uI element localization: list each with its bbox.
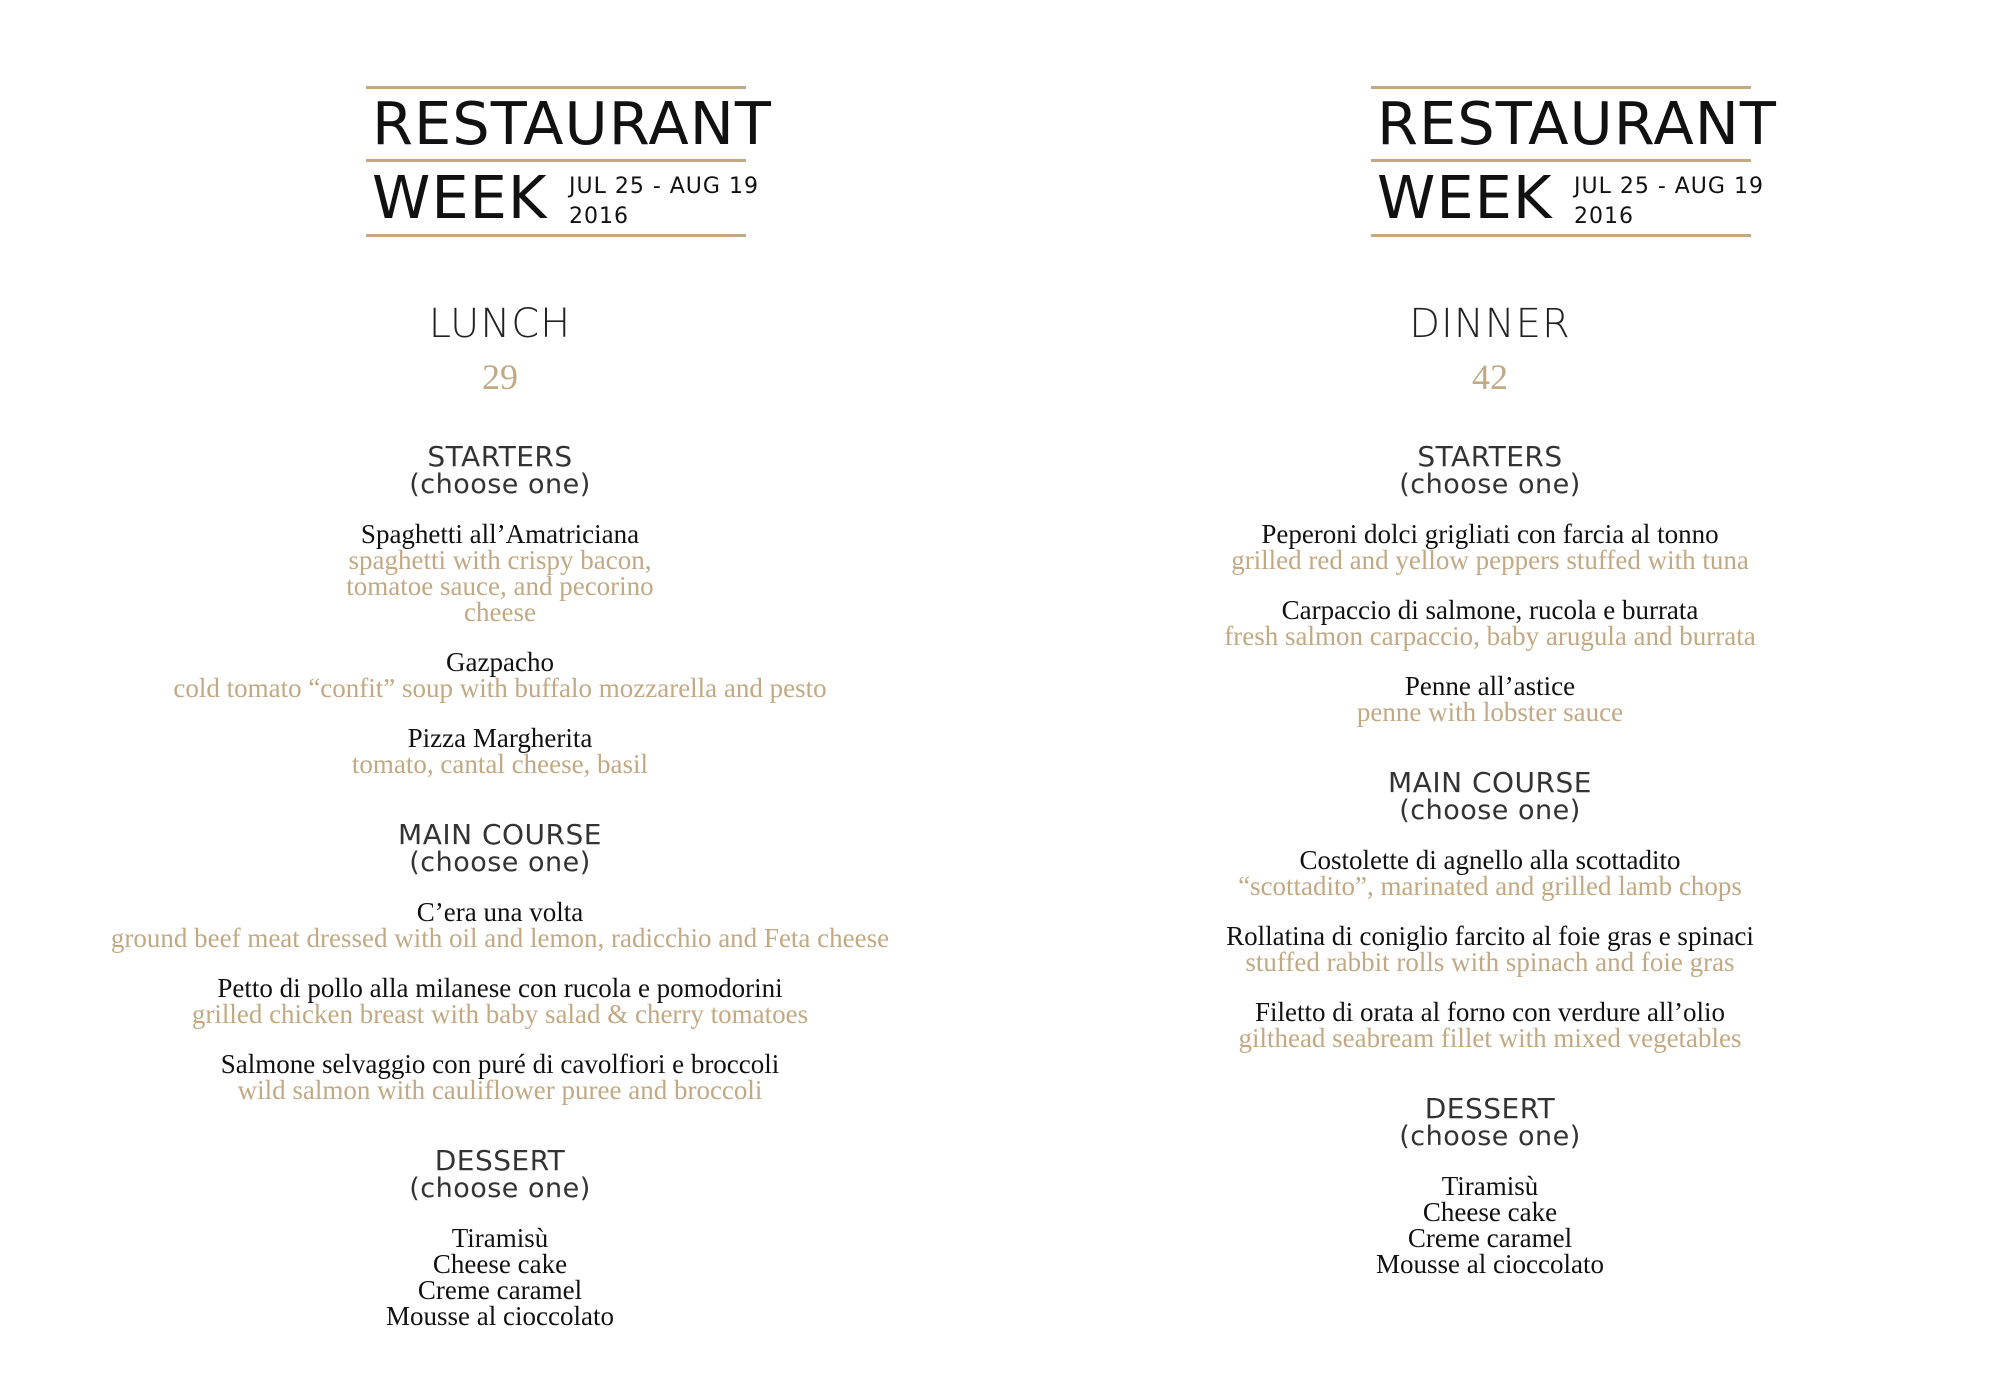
logo-week-text: WEEK <box>372 163 548 232</box>
dish-description: cold tomato “confit” soup with buffalo mozzarella and pesto <box>173 673 827 703</box>
dish-description: stuffed rabbit rolls with spinach and foie gras <box>1245 947 1735 977</box>
dessert-item: Creme caramel <box>1407 1223 1573 1253</box>
dish-name: Gazpacho <box>446 647 554 677</box>
dessert-item: Tiramisù <box>451 1223 549 1253</box>
dish-item <box>990 521 1990 573</box>
dish-name: Pizza Margherita <box>407 723 593 753</box>
section-note: (choose one) <box>409 469 591 500</box>
dish-name: Carpaccio di salmone, rucola e burrata <box>1281 595 1699 625</box>
logo-year: 2016 <box>1574 204 1634 229</box>
dish-description: ground beef meat dressed with oil and lemon, radicchio and Feta cheese <box>110 923 890 953</box>
restaurant-week-logo <box>1371 86 1777 237</box>
dessert-item: Cheese cake <box>1422 1197 1558 1227</box>
logo-year: 2016 <box>569 204 629 229</box>
lunch-starters-section <box>0 440 1000 779</box>
lunch-menu <box>0 300 1000 1329</box>
dish-name: C’era una volta <box>416 897 584 927</box>
dish-name: Spaghetti all’Amatriciana <box>360 519 640 549</box>
section-note: (choose one) <box>1399 469 1581 500</box>
dish-name: Filetto di orata al forno con verdure all’olio <box>1254 997 1726 1027</box>
lunch-main-section <box>0 818 1000 1105</box>
dish-name: Petto di pollo alla milanese con rucola e pomodorini <box>217 973 783 1003</box>
dish-description: penne with lobster sauce <box>1356 697 1624 727</box>
dish-name: Peperoni dolci grigliati con farcia al tonno <box>1261 519 1719 549</box>
dish-item <box>0 975 1000 1027</box>
dish-name: Costolette di agnello alla scottadito <box>1299 845 1681 875</box>
lunch-dessert-section <box>0 1144 1000 1331</box>
dish-description: spaghetti with crispy bacon, tomatoe sauce, and pecorino cheese <box>346 545 654 627</box>
dish-item <box>0 521 1000 625</box>
section-note: (choose one) <box>1399 795 1581 826</box>
logo-restaurant-text: RESTAURANT <box>372 89 772 158</box>
logo-date-range: JUL 25 - AUG 19 <box>1574 174 1764 199</box>
dish-item <box>990 999 1990 1051</box>
meal-price-dinner: 42 <box>1472 357 1508 397</box>
dish-name: Penne all’astice <box>1404 671 1576 701</box>
meal-price-lunch: 29 <box>482 357 518 397</box>
dish-item <box>0 1051 1000 1103</box>
section-title: MAIN COURSE <box>1388 766 1592 799</box>
dessert-item: Tiramisù <box>1441 1171 1539 1201</box>
dish-description: gilthead seabream fillet with mixed vegetables <box>1238 1023 1742 1053</box>
section-note: (choose one) <box>409 847 591 878</box>
section-title: DESSERT <box>1424 1092 1556 1125</box>
dish-item <box>990 923 1990 975</box>
logo-date-range: JUL 25 - AUG 19 <box>569 174 759 199</box>
section-title: MAIN COURSE <box>398 818 602 851</box>
dish-item <box>990 597 1990 649</box>
dish-name: Salmone selvaggio con puré di cavolfiori e broccoli <box>220 1049 780 1079</box>
dish-description: wild salmon with cauliflower puree and broccoli <box>237 1075 763 1105</box>
dinner-starters-section <box>990 440 1990 727</box>
dessert-item: Cheese cake <box>432 1249 568 1279</box>
dinner-dessert-section <box>990 1092 1990 1279</box>
dessert-item: Creme caramel <box>417 1275 583 1305</box>
logo-week-text: WEEK <box>1377 163 1553 232</box>
logo-restaurant-text: RESTAURANT <box>1377 89 1777 158</box>
dessert-item: Mousse al cioccolato <box>1376 1249 1604 1279</box>
section-title: DESSERT <box>434 1144 566 1177</box>
dish-description: grilled red and yellow peppers stuffed with tuna <box>1231 545 1749 575</box>
meal-title-lunch: LUNCH <box>428 301 572 347</box>
dinner-menu <box>990 300 1990 1277</box>
dish-description: “scottadito”, marinated and grilled lamb chops <box>1238 871 1742 901</box>
logo-dates <box>569 172 759 232</box>
logo-dates <box>1574 172 1764 232</box>
section-note: (choose one) <box>1399 1121 1581 1152</box>
dish-description: grilled chicken breast with baby salad & cherry tomatoes <box>191 999 809 1029</box>
dish-name: Rollatina di coniglio farcito al foie gras e spinaci <box>1226 921 1754 951</box>
restaurant-week-logo <box>366 86 772 237</box>
dish-item <box>0 725 1000 777</box>
dish-item <box>0 899 1000 951</box>
dish-description: tomato, cantal cheese, basil <box>351 749 649 779</box>
logo-bottom-rule <box>1371 234 1751 237</box>
section-title: STARTERS <box>427 440 573 473</box>
dish-item <box>0 649 1000 701</box>
logo-row-two <box>366 162 759 234</box>
dessert-item: Mousse al cioccolato <box>386 1301 614 1331</box>
dinner-main-section <box>990 766 1990 1053</box>
dish-item <box>990 847 1990 899</box>
logo-bottom-rule <box>366 234 746 237</box>
section-title: STARTERS <box>1417 440 1563 473</box>
dish-item <box>990 673 1990 725</box>
meal-title-dinner: DINNER <box>1409 301 1571 347</box>
dinner-menu-page <box>1000 0 2000 1398</box>
logo-row-two <box>1371 162 1764 234</box>
section-note: (choose one) <box>409 1173 591 1204</box>
dish-description: fresh salmon carpaccio, baby arugula and burrata <box>1224 621 1756 651</box>
